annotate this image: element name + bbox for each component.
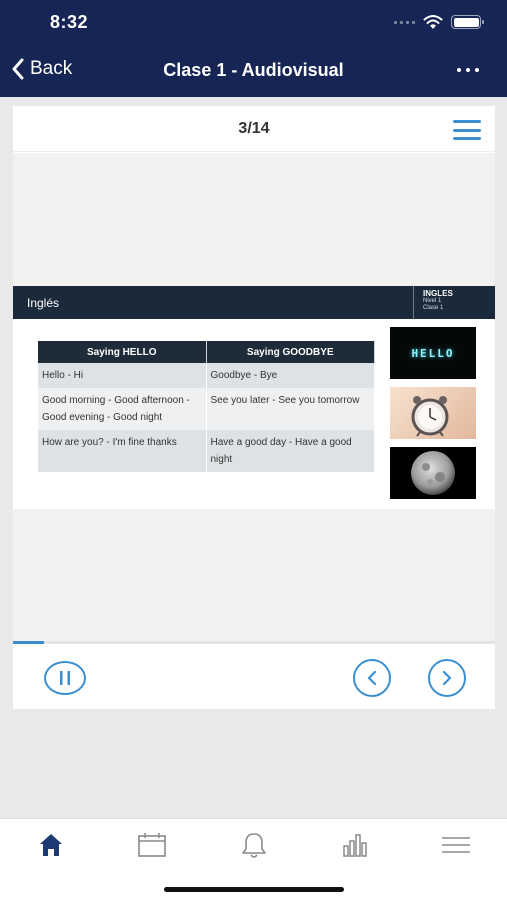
lesson-player [13, 106, 495, 709]
tab-menu[interactable] [439, 831, 473, 859]
alarm-clock-icon [390, 387, 476, 439]
status-icons [394, 14, 481, 30]
home-icon [37, 832, 65, 858]
table-header-row [38, 341, 375, 363]
back-button[interactable] [10, 58, 72, 80]
calendar-icon [137, 832, 167, 858]
page-title: Clase 1 - Audiovisual [163, 60, 344, 80]
course-box-class: Clase 1 [423, 305, 444, 311]
table-cell: Good morning - Good afternoon - Good evening - Good night [38, 388, 206, 430]
table-row [38, 388, 375, 430]
table-cell: Hello - Hi [38, 363, 206, 388]
tab-notifications[interactable] [237, 831, 271, 859]
menu-icon [441, 835, 471, 855]
slide [13, 286, 495, 509]
slide-viewport [13, 153, 495, 641]
table-cell: How are you? - I'm fine thanks [38, 430, 206, 472]
bell-icon [241, 831, 267, 859]
vocabulary-table [38, 341, 375, 472]
hello-image-text: HELLO [411, 346, 455, 360]
chart-icon [341, 832, 369, 858]
tab-stats[interactable] [338, 831, 372, 859]
battery-icon [451, 15, 481, 29]
pause-icon [58, 670, 72, 686]
course-info-box [413, 286, 495, 319]
tab-home[interactable] [34, 831, 68, 859]
pause-button[interactable] [44, 661, 86, 695]
table-row [38, 363, 375, 388]
more-options-button[interactable] [457, 62, 483, 78]
chevron-left-icon [10, 58, 26, 80]
next-slide-button[interactable] [428, 659, 466, 697]
signal-icon [394, 21, 415, 24]
chevron-right-circle-icon [440, 670, 454, 686]
course-label: Inglés [27, 296, 60, 310]
playback-controls [13, 644, 495, 709]
moon-icon [390, 447, 476, 499]
slides-menu-button[interactable] [453, 120, 481, 140]
table-cell: Goodbye - Bye [206, 363, 375, 388]
table-header: Saying GOODBYE [206, 341, 375, 363]
tab-bar [0, 818, 507, 900]
table-row [38, 430, 375, 472]
hello-image [390, 327, 476, 379]
player-header [13, 106, 495, 152]
previous-slide-button[interactable] [353, 659, 391, 697]
status-time: 8:32 [50, 12, 89, 32]
chevron-left-circle-icon [365, 670, 379, 686]
hamburger-icon [453, 120, 481, 123]
table-cell: See you later - See you tomorrow [206, 388, 375, 430]
slide-header-band [13, 286, 495, 319]
table-header: Saying HELLO [38, 341, 206, 363]
tab-calendar[interactable] [135, 831, 169, 859]
course-box-level: Nivel 1 [423, 298, 442, 304]
wifi-icon [423, 14, 443, 30]
top-bar [0, 0, 507, 97]
moon-image [390, 447, 476, 499]
home-indicator [164, 887, 344, 892]
alarm-clock-image [390, 387, 476, 439]
more-horizontal-icon [457, 68, 461, 72]
course-box-title: INGLES [423, 289, 453, 298]
back-label: Back [30, 58, 73, 79]
page-indicator: 3/14 [238, 119, 270, 137]
table-cell: Have a good day - Have a good night [206, 430, 375, 472]
